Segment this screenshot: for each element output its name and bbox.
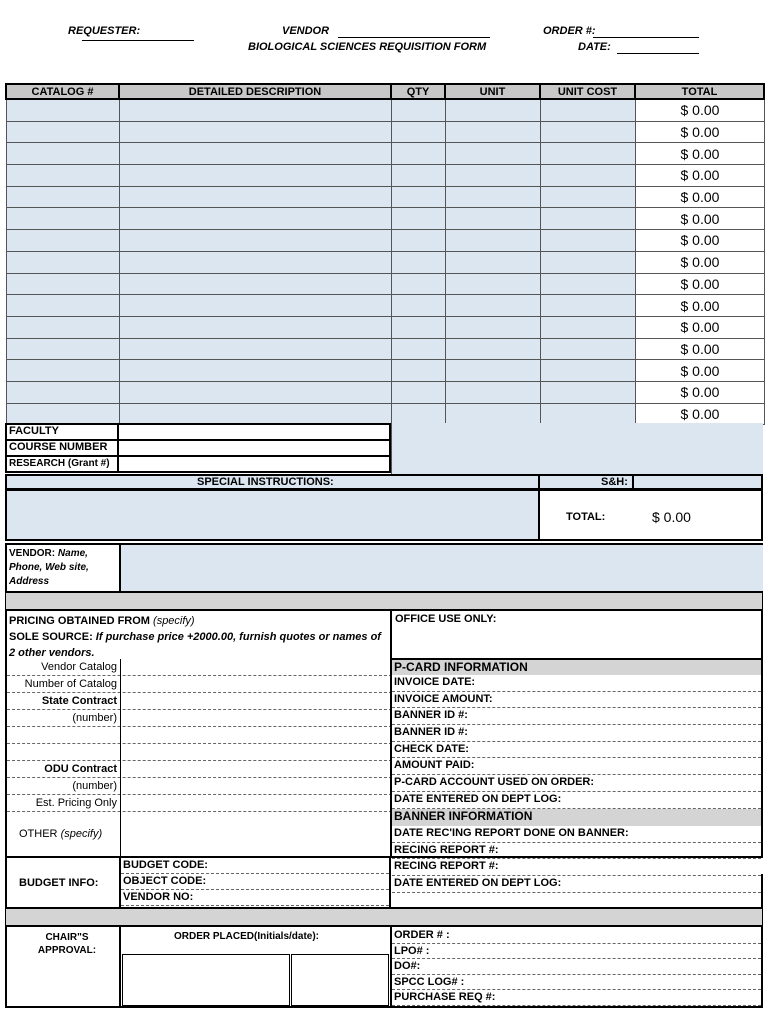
pricing-row-label: (number) bbox=[72, 712, 117, 724]
qty-cell[interactable] bbox=[391, 99, 445, 121]
office-use-label: OFFICE USE ONLY: bbox=[395, 613, 497, 625]
item-row bbox=[6, 403, 764, 425]
unit-cost-cell[interactable] bbox=[540, 338, 635, 360]
catalog-cell[interactable] bbox=[6, 121, 119, 143]
row-total: $ 0.00 bbox=[635, 403, 764, 425]
pcard-row[interactable]: INVOICE DATE: bbox=[392, 675, 761, 692]
description-cell[interactable] bbox=[119, 273, 391, 295]
qty-cell[interactable] bbox=[391, 251, 445, 273]
special-instructions-label: SPECIAL INSTRUCTIONS: bbox=[197, 476, 334, 488]
pricing-row-label: (number) bbox=[72, 780, 117, 792]
date-label: DATE: bbox=[578, 41, 611, 53]
catalog-cell[interactable] bbox=[6, 381, 119, 403]
qty-cell[interactable] bbox=[391, 143, 445, 165]
pricing-row[interactable] bbox=[7, 727, 392, 744]
description-cell[interactable] bbox=[119, 143, 391, 165]
date-box[interactable] bbox=[291, 954, 389, 1006]
pricing-row[interactable] bbox=[7, 761, 392, 778]
unit-cost-cell[interactable] bbox=[540, 121, 635, 143]
other-text: OTHER bbox=[19, 828, 58, 840]
qty-cell[interactable] bbox=[391, 273, 445, 295]
pcard-row[interactable]: INVOICE AMOUNT: bbox=[392, 692, 761, 709]
order-rows bbox=[392, 928, 761, 1006]
row-total: $ 0.00 bbox=[635, 273, 764, 295]
unit-cell[interactable] bbox=[445, 208, 540, 230]
item-row bbox=[6, 295, 764, 317]
catalog-cell[interactable] bbox=[6, 143, 119, 165]
qty-cell[interactable] bbox=[391, 403, 445, 425]
unit-cost-cell[interactable] bbox=[540, 316, 635, 338]
budget-row[interactable]: BUDGET CODE: bbox=[121, 858, 389, 874]
qty-cell[interactable] bbox=[391, 165, 445, 187]
vendor-info-input[interactable] bbox=[119, 545, 763, 591]
unit-cell[interactable] bbox=[445, 230, 540, 252]
requester-field[interactable] bbox=[82, 40, 194, 41]
unit-cell[interactable] bbox=[445, 360, 540, 382]
budget-info-section bbox=[5, 856, 391, 909]
faculty-label: FACULTY bbox=[9, 425, 59, 437]
col-unit-cost: UNIT COST bbox=[540, 84, 635, 99]
row-total: $ 0.00 bbox=[635, 99, 764, 121]
catalog-cell[interactable] bbox=[6, 251, 119, 273]
other-specify: (specify) bbox=[60, 828, 103, 840]
unit-cell[interactable] bbox=[445, 251, 540, 273]
vendor-info-row bbox=[5, 543, 763, 593]
unit-cell[interactable] bbox=[445, 381, 540, 403]
sh-divider-2 bbox=[632, 476, 634, 490]
unit-cost-cell[interactable] bbox=[540, 360, 635, 382]
sh-label: S&H: bbox=[601, 476, 628, 488]
qty-cell[interactable] bbox=[391, 295, 445, 317]
row-total: $ 0.00 bbox=[635, 230, 764, 252]
unit-cost-cell[interactable] bbox=[540, 99, 635, 121]
item-row bbox=[6, 230, 764, 252]
item-row bbox=[6, 208, 764, 230]
banner-row[interactable]: RECING REPORT #: bbox=[392, 859, 761, 876]
unit-cell[interactable] bbox=[445, 99, 540, 121]
pcard-row[interactable]: P-CARD ACCOUNT USED ON ORDER: bbox=[392, 775, 761, 792]
pricing-text bbox=[9, 613, 389, 661]
item-row bbox=[6, 186, 764, 208]
pricing-row-label: ODU Contract bbox=[44, 763, 117, 775]
col-total: TOTAL bbox=[635, 84, 764, 99]
unit-cost-cell[interactable] bbox=[540, 208, 635, 230]
pricing-row[interactable] bbox=[7, 676, 392, 693]
qty-cell[interactable] bbox=[391, 121, 445, 143]
items-table bbox=[5, 83, 765, 425]
sole-source-note: If purchase price +2000.00, furnish quotes or names of 2 other vendors. bbox=[9, 631, 381, 659]
pcard-header: P-CARD INFORMATION bbox=[392, 658, 761, 675]
qty-cell[interactable] bbox=[391, 208, 445, 230]
unit-cost-cell[interactable] bbox=[540, 230, 635, 252]
unit-cost-cell[interactable] bbox=[540, 273, 635, 295]
unit-cost-cell[interactable] bbox=[540, 295, 635, 317]
row-total: $ 0.00 bbox=[635, 338, 764, 360]
pricing-row[interactable] bbox=[7, 744, 392, 761]
separator-bar bbox=[5, 593, 763, 610]
col-unit: UNIT bbox=[445, 84, 540, 99]
unit-cost-cell[interactable] bbox=[540, 165, 635, 187]
pricing-row[interactable] bbox=[7, 693, 392, 710]
order-number-field[interactable] bbox=[593, 37, 699, 38]
row-total: $ 0.00 bbox=[635, 165, 764, 187]
unit-cell[interactable] bbox=[445, 273, 540, 295]
budget-rows bbox=[121, 858, 389, 906]
pricing-row-label: Vendor Catalog bbox=[41, 661, 117, 673]
pricing-row[interactable] bbox=[7, 710, 392, 727]
catalog-cell[interactable] bbox=[6, 99, 119, 121]
description-cell[interactable] bbox=[119, 165, 391, 187]
date-field[interactable] bbox=[617, 53, 699, 54]
col-catalog: CATALOG # bbox=[6, 84, 119, 99]
catalog-cell[interactable] bbox=[6, 230, 119, 252]
unit-cost-cell[interactable] bbox=[540, 186, 635, 208]
course-number-label: COURSE NUMBER bbox=[9, 441, 108, 453]
pcard-rows bbox=[392, 675, 761, 809]
col-description: DETAILED DESCRIPTION bbox=[119, 84, 391, 99]
pcard-row[interactable]: DATE ENTERED ON DEPT LOG: bbox=[392, 792, 761, 809]
chair-approval-label: CHAIR"S APPROVAL: bbox=[37, 932, 97, 956]
row-total: $ 0.00 bbox=[635, 143, 764, 165]
pcard-row[interactable]: BANNER ID #: bbox=[392, 725, 761, 742]
pcard-row[interactable]: BANNER ID #: bbox=[392, 708, 761, 725]
description-cell[interactable] bbox=[119, 338, 391, 360]
qty-cell[interactable] bbox=[391, 316, 445, 338]
vendor-info-label-bold: VENDOR: bbox=[9, 548, 56, 559]
vendor-info-label-detail: Name, Phone, Web site, Address bbox=[9, 548, 89, 587]
order-row[interactable]: SPCC LOG# : bbox=[392, 975, 761, 991]
description-cell[interactable] bbox=[119, 121, 391, 143]
funding-block bbox=[5, 423, 391, 475]
item-row bbox=[6, 360, 764, 382]
item-row bbox=[6, 251, 764, 273]
item-row bbox=[6, 143, 764, 165]
other-cell bbox=[7, 812, 121, 856]
initials-box[interactable] bbox=[122, 954, 290, 1006]
special-instructions-header bbox=[5, 474, 763, 490]
pricing-row-label: Number of Catalog bbox=[24, 678, 117, 690]
banner-row[interactable]: DATE REC'ING REPORT DONE ON BANNER: bbox=[392, 826, 761, 843]
catalog-cell[interactable] bbox=[6, 316, 119, 338]
pricing-rows bbox=[7, 659, 392, 812]
catalog-cell[interactable] bbox=[6, 273, 119, 295]
pricing-row[interactable] bbox=[7, 659, 392, 676]
catalog-cell[interactable] bbox=[6, 186, 119, 208]
special-instructions-box[interactable] bbox=[5, 489, 763, 541]
unit-cell[interactable] bbox=[445, 338, 540, 360]
catalog-cell[interactable] bbox=[6, 295, 119, 317]
unit-cell[interactable] bbox=[445, 121, 540, 143]
description-cell[interactable] bbox=[119, 230, 391, 252]
catalog-cell[interactable] bbox=[6, 338, 119, 360]
unit-cost-cell[interactable] bbox=[540, 403, 635, 425]
description-cell[interactable] bbox=[119, 316, 391, 338]
separator-bar-2 bbox=[5, 909, 763, 926]
budget-right-spare bbox=[391, 874, 763, 909]
total-value: $ 0.00 bbox=[652, 509, 691, 525]
items-header-row bbox=[6, 84, 764, 99]
vendor-label: VENDOR bbox=[282, 25, 330, 37]
row-total: $ 0.00 bbox=[635, 295, 764, 317]
funding-divider bbox=[117, 423, 119, 473]
description-cell[interactable] bbox=[119, 99, 391, 121]
budget-info-label: BUDGET INFO: bbox=[19, 877, 99, 889]
pricing-obtained-label: PRICING OBTAINED FROM bbox=[9, 615, 150, 627]
description-cell[interactable] bbox=[119, 403, 391, 425]
catalog-cell[interactable] bbox=[6, 403, 119, 425]
description-cell[interactable] bbox=[119, 381, 391, 403]
row-total: $ 0.00 bbox=[635, 186, 764, 208]
row-total: $ 0.00 bbox=[635, 208, 764, 230]
qty-cell[interactable] bbox=[391, 338, 445, 360]
unit-cost-cell[interactable] bbox=[540, 251, 635, 273]
catalog-cell[interactable] bbox=[6, 208, 119, 230]
sole-source-label: SOLE SOURCE: bbox=[9, 631, 93, 643]
total-label: TOTAL: bbox=[566, 511, 606, 523]
pcard-row[interactable]: CHECK DATE: bbox=[392, 742, 761, 759]
approval-divider bbox=[119, 927, 121, 1006]
qty-cell[interactable] bbox=[391, 186, 445, 208]
research-row[interactable] bbox=[5, 455, 391, 473]
item-row bbox=[6, 273, 764, 295]
order-number-label: ORDER #: bbox=[543, 25, 596, 37]
total-value-cell bbox=[635, 491, 761, 539]
unit-cell[interactable] bbox=[445, 316, 540, 338]
budget-row[interactable]: VENDOR NO: bbox=[121, 890, 389, 906]
pricing-divider bbox=[120, 659, 121, 856]
row-total: $ 0.00 bbox=[635, 381, 764, 403]
requester-label: REQUESTER: bbox=[68, 25, 141, 37]
catalog-cell[interactable] bbox=[6, 360, 119, 382]
pricing-row-label: State Contract bbox=[41, 695, 117, 707]
unit-cell[interactable] bbox=[445, 186, 540, 208]
col-qty: QTY bbox=[391, 84, 445, 99]
banner-row[interactable]: RECING REPORT #: bbox=[392, 843, 761, 860]
vendor-field[interactable] bbox=[338, 37, 490, 38]
description-cell[interactable] bbox=[119, 186, 391, 208]
unit-cell[interactable] bbox=[445, 403, 540, 425]
banner-row[interactable]: DATE ENTERED ON DEPT LOG: bbox=[392, 876, 761, 893]
item-row bbox=[6, 121, 764, 143]
other-label bbox=[19, 828, 102, 840]
qty-cell[interactable] bbox=[391, 360, 445, 382]
order-row[interactable]: DO#: bbox=[392, 959, 761, 975]
unit-cost-cell[interactable] bbox=[540, 381, 635, 403]
catalog-cell[interactable] bbox=[6, 165, 119, 187]
description-cell[interactable] bbox=[119, 208, 391, 230]
description-cell[interactable] bbox=[119, 251, 391, 273]
row-total: $ 0.00 bbox=[635, 316, 764, 338]
pcard-row[interactable]: AMOUNT PAID: bbox=[392, 758, 761, 775]
item-row bbox=[6, 165, 764, 187]
funding-spare-area bbox=[391, 423, 763, 475]
item-row bbox=[6, 316, 764, 338]
pricing-row[interactable] bbox=[7, 795, 392, 812]
sh-divider bbox=[538, 476, 540, 490]
qty-cell[interactable] bbox=[391, 230, 445, 252]
item-row bbox=[6, 381, 764, 403]
order-row[interactable]: PURCHASE REQ #: bbox=[392, 990, 761, 1006]
form-title: BIOLOGICAL SCIENCES REQUISITION FORM bbox=[248, 41, 487, 53]
item-row bbox=[6, 99, 764, 121]
unit-cell[interactable] bbox=[445, 143, 540, 165]
unit-cell[interactable] bbox=[445, 295, 540, 317]
row-total: $ 0.00 bbox=[635, 360, 764, 382]
pricing-obtained-specify: (specify) bbox=[153, 615, 195, 627]
qty-cell[interactable] bbox=[391, 381, 445, 403]
row-total: $ 0.00 bbox=[635, 251, 764, 273]
description-cell[interactable] bbox=[119, 360, 391, 382]
order-placed-label: ORDER PLACED(Initials/date): bbox=[174, 931, 320, 942]
banner-header: BANNER INFORMATION bbox=[392, 809, 761, 826]
unit-cell[interactable] bbox=[445, 165, 540, 187]
pricing-row[interactable] bbox=[7, 778, 392, 795]
description-cell[interactable] bbox=[119, 295, 391, 317]
budget-row[interactable]: OBJECT CODE: bbox=[121, 874, 389, 890]
research-label: RESEARCH (Grant #) bbox=[9, 458, 110, 469]
approval-section bbox=[5, 925, 763, 1008]
total-label-cell bbox=[538, 491, 637, 539]
order-row[interactable]: LPO# : bbox=[392, 944, 761, 960]
unit-cost-cell[interactable] bbox=[540, 143, 635, 165]
vendor-info-label bbox=[9, 547, 117, 589]
order-row[interactable]: ORDER # : bbox=[392, 928, 761, 944]
row-total: $ 0.00 bbox=[635, 121, 764, 143]
item-row bbox=[6, 338, 764, 360]
pricing-row-label: Est. Pricing Only bbox=[35, 797, 117, 809]
